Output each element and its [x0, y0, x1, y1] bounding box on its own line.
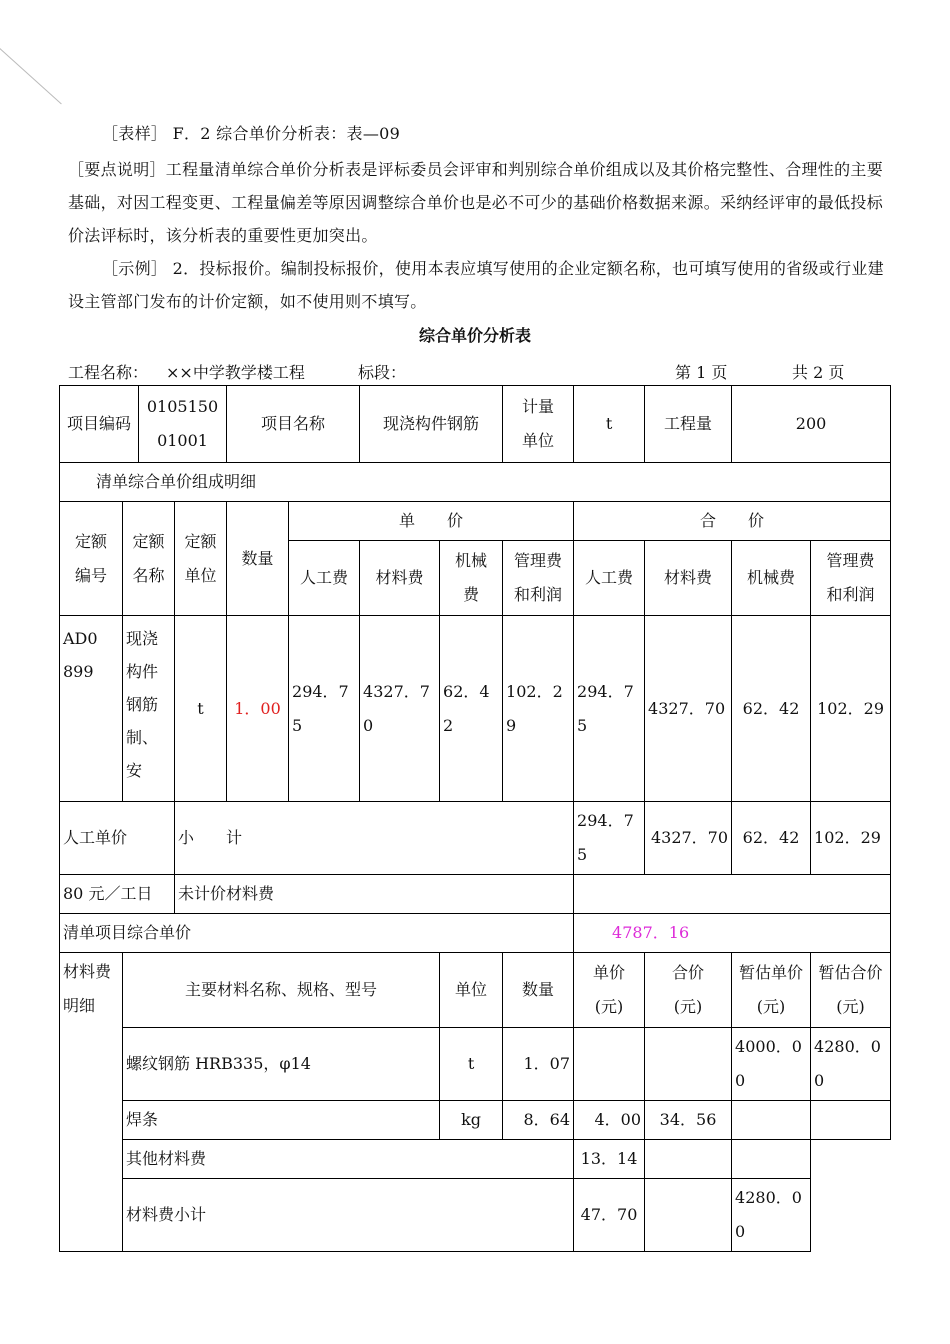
material-est-price — [732, 1101, 811, 1140]
material-qty: 8．64 — [503, 1101, 574, 1140]
detail-unit: t — [175, 616, 227, 802]
materials-col-price-text: 单价(元) — [593, 963, 626, 1016]
materials-subtotal-row — [60, 1179, 891, 1252]
material-row — [60, 1028, 891, 1101]
detail-up-material: 4327．70 — [360, 616, 440, 802]
unit-price-analysis-table — [59, 385, 891, 1252]
material-est-price: 4000．00 — [732, 1028, 811, 1101]
col-tp-labor: 人工费 — [574, 541, 645, 616]
col-quantity: 数量 — [227, 502, 289, 616]
materials-col-qty: 数量 — [503, 953, 574, 1028]
detail-up-mgmt: 102．29 — [503, 616, 574, 802]
material-est-total — [811, 1101, 891, 1140]
unpriced-material-value — [574, 875, 891, 914]
material-name: 螺纹钢筋 HRB335，φ14 — [123, 1028, 440, 1101]
materials-col-est-price — [732, 953, 811, 1028]
measure-unit-label-text: 计量单位 — [522, 397, 555, 450]
material-price: 4．00 — [574, 1101, 645, 1140]
total-pages: 共 2 页 — [792, 363, 845, 382]
materials-col-price — [574, 953, 645, 1028]
material-row — [60, 1101, 891, 1140]
column-header-row-1 — [60, 502, 891, 541]
detail-tp-material: 4327．70 — [645, 616, 732, 802]
header-row — [60, 386, 891, 463]
detail-code — [60, 616, 123, 802]
detail-row — [60, 616, 891, 802]
col-tp-material: 材料费 — [645, 541, 732, 616]
col-up-material: 材料费 — [360, 541, 440, 616]
subtotal-labor: 294．75 — [574, 802, 645, 875]
other-materials-total: 13．14 — [574, 1140, 645, 1179]
other-materials-est-total — [732, 1140, 811, 1179]
material-unit: t — [440, 1028, 503, 1101]
col-up-machine-text: 机械费 — [455, 551, 488, 604]
materials-col-total-text: 合价(元) — [672, 963, 705, 1016]
detail-tp-machine: 62．42 — [732, 616, 811, 802]
unpriced-row — [60, 875, 891, 914]
materials-section-label — [60, 953, 123, 1252]
project-name-label: 工程名称： — [68, 363, 149, 382]
corner-fold-line — [0, 30, 62, 104]
col-quota-name-text: 定额名称 — [132, 531, 165, 585]
comprehensive-label: 清单项目综合单价 — [60, 914, 574, 953]
col-tp-mgmt — [811, 541, 891, 616]
section-label: 标段： — [358, 363, 407, 382]
detail-title: 清单综合单价组成明细 — [60, 463, 891, 502]
col-unit-price: 单 价 — [289, 502, 574, 541]
comprehensive-value: 4787．16 — [574, 914, 891, 953]
col-up-mgmt-text: 管理费和利润 — [514, 551, 563, 604]
other-materials-row — [60, 1140, 891, 1179]
subtotal-mgmt: 102．29 — [811, 802, 891, 875]
project-code-label: 项目编码 — [60, 386, 139, 463]
materials-col-unit: 单位 — [440, 953, 503, 1028]
detail-name — [123, 616, 175, 802]
intro-example-paragraph — [68, 252, 888, 318]
material-qty: 1．07 — [503, 1028, 574, 1101]
materials-subtotal-total: 47．70 — [574, 1179, 645, 1252]
unpriced-material-label: 未计价材料费 — [175, 875, 574, 914]
materials-subtotal-est-price — [645, 1179, 732, 1252]
intro-example-text: ［示例］ 2．投标报价。编制投标报价，使用本表应填写使用的企业定额名称，也可填写使用的省级或行业建设主管部门发布的计价定额，如不使用则不填写。 — [68, 259, 884, 311]
detail-tp-mgmt: 102．29 — [811, 616, 891, 802]
detail-quantity: 1．00 — [227, 616, 289, 802]
subtotal-row — [60, 802, 891, 875]
material-total: 34．56 — [645, 1101, 732, 1140]
project-name-value-cell: 现浇构件钢筋 — [360, 386, 503, 463]
material-est-total: 4280．00 — [811, 1028, 891, 1101]
detail-title-row — [60, 463, 891, 502]
materials-section-label-text: 材料费明细 — [63, 962, 112, 1015]
measure-unit-value: t — [574, 386, 645, 463]
detail-tp-labor: 294．75 — [574, 616, 645, 802]
detail-up-labor: 294．75 — [289, 616, 360, 802]
col-quota-unit — [175, 502, 227, 616]
subtotal-material: 4327．70 — [645, 802, 732, 875]
col-up-machine — [440, 541, 503, 616]
material-total — [645, 1028, 732, 1101]
labor-rate: 80 元／工日 — [60, 875, 175, 914]
subtotal-label: 小 计 — [175, 802, 574, 875]
col-quota-unit-text: 定额单位 — [184, 531, 217, 585]
col-total-price: 合 价 — [574, 502, 891, 541]
col-tp-machine: 机械费 — [732, 541, 811, 616]
subtotal-machine: 62．42 — [732, 802, 811, 875]
materials-col-total — [645, 953, 732, 1028]
material-unit: kg — [440, 1101, 503, 1140]
quantity-value: 200 — [732, 386, 891, 463]
comprehensive-row — [60, 914, 891, 953]
intro-notes-paragraph: ［要点说明］工程量清单综合单价分析表是评标委员会评审和判别综合单价组成以及其价格完整性、合理性的主要基础，对因工程变更、工程量偏差等原因调整综合单价也是必不可少的基础价格数据来源。采纳经评审的最低投标价法评标时，该分析表的重要性更加突出。 — [68, 160, 884, 245]
other-materials-est-price — [645, 1140, 732, 1179]
detail-name-text: 现浇构件钢筋制、安 — [126, 629, 159, 780]
page-number: 第 1 页 — [675, 363, 728, 382]
col-quota-name — [123, 502, 175, 616]
material-price — [574, 1028, 645, 1101]
materials-col-est-total-text: 暂估合价(元) — [818, 963, 883, 1016]
detail-up-machine: 62．42 — [440, 616, 503, 802]
detail-code-text: AD0899 — [63, 629, 98, 681]
labor-unit-label: 人工单价 — [60, 802, 175, 875]
quantity-label: 工程量 — [645, 386, 732, 463]
project-code-value: 010515001001 — [139, 386, 227, 463]
materials-col-name: 主要材料名称、规格、型号 — [123, 953, 440, 1028]
measure-unit-label — [503, 386, 574, 463]
other-materials-label: 其他材料费 — [123, 1140, 574, 1179]
table-title: 综合单价分析表 — [418, 326, 531, 345]
col-quota-code — [60, 502, 123, 616]
materials-col-est-total — [811, 953, 891, 1028]
col-up-mgmt — [503, 541, 574, 616]
col-up-labor: 人工费 — [289, 541, 360, 616]
materials-col-est-price-text: 暂估单价(元) — [739, 963, 804, 1016]
project-name-label-cell: 项目名称 — [227, 386, 360, 463]
materials-subtotal-est-total: 4280．00 — [732, 1179, 811, 1252]
col-tp-mgmt-text: 管理费和利润 — [826, 551, 875, 604]
table-meta — [68, 360, 890, 384]
materials-header-row — [60, 953, 891, 1028]
material-name: 焊条 — [123, 1101, 440, 1140]
col-quota-code-text: 定额编号 — [74, 531, 107, 585]
materials-subtotal-label: 材料费小计 — [123, 1179, 574, 1252]
project-name-value: ××中学教学楼工程 — [166, 363, 305, 382]
intro-sample-line: ［表样］ F．2 综合单价分析表：表—09 — [102, 124, 401, 143]
